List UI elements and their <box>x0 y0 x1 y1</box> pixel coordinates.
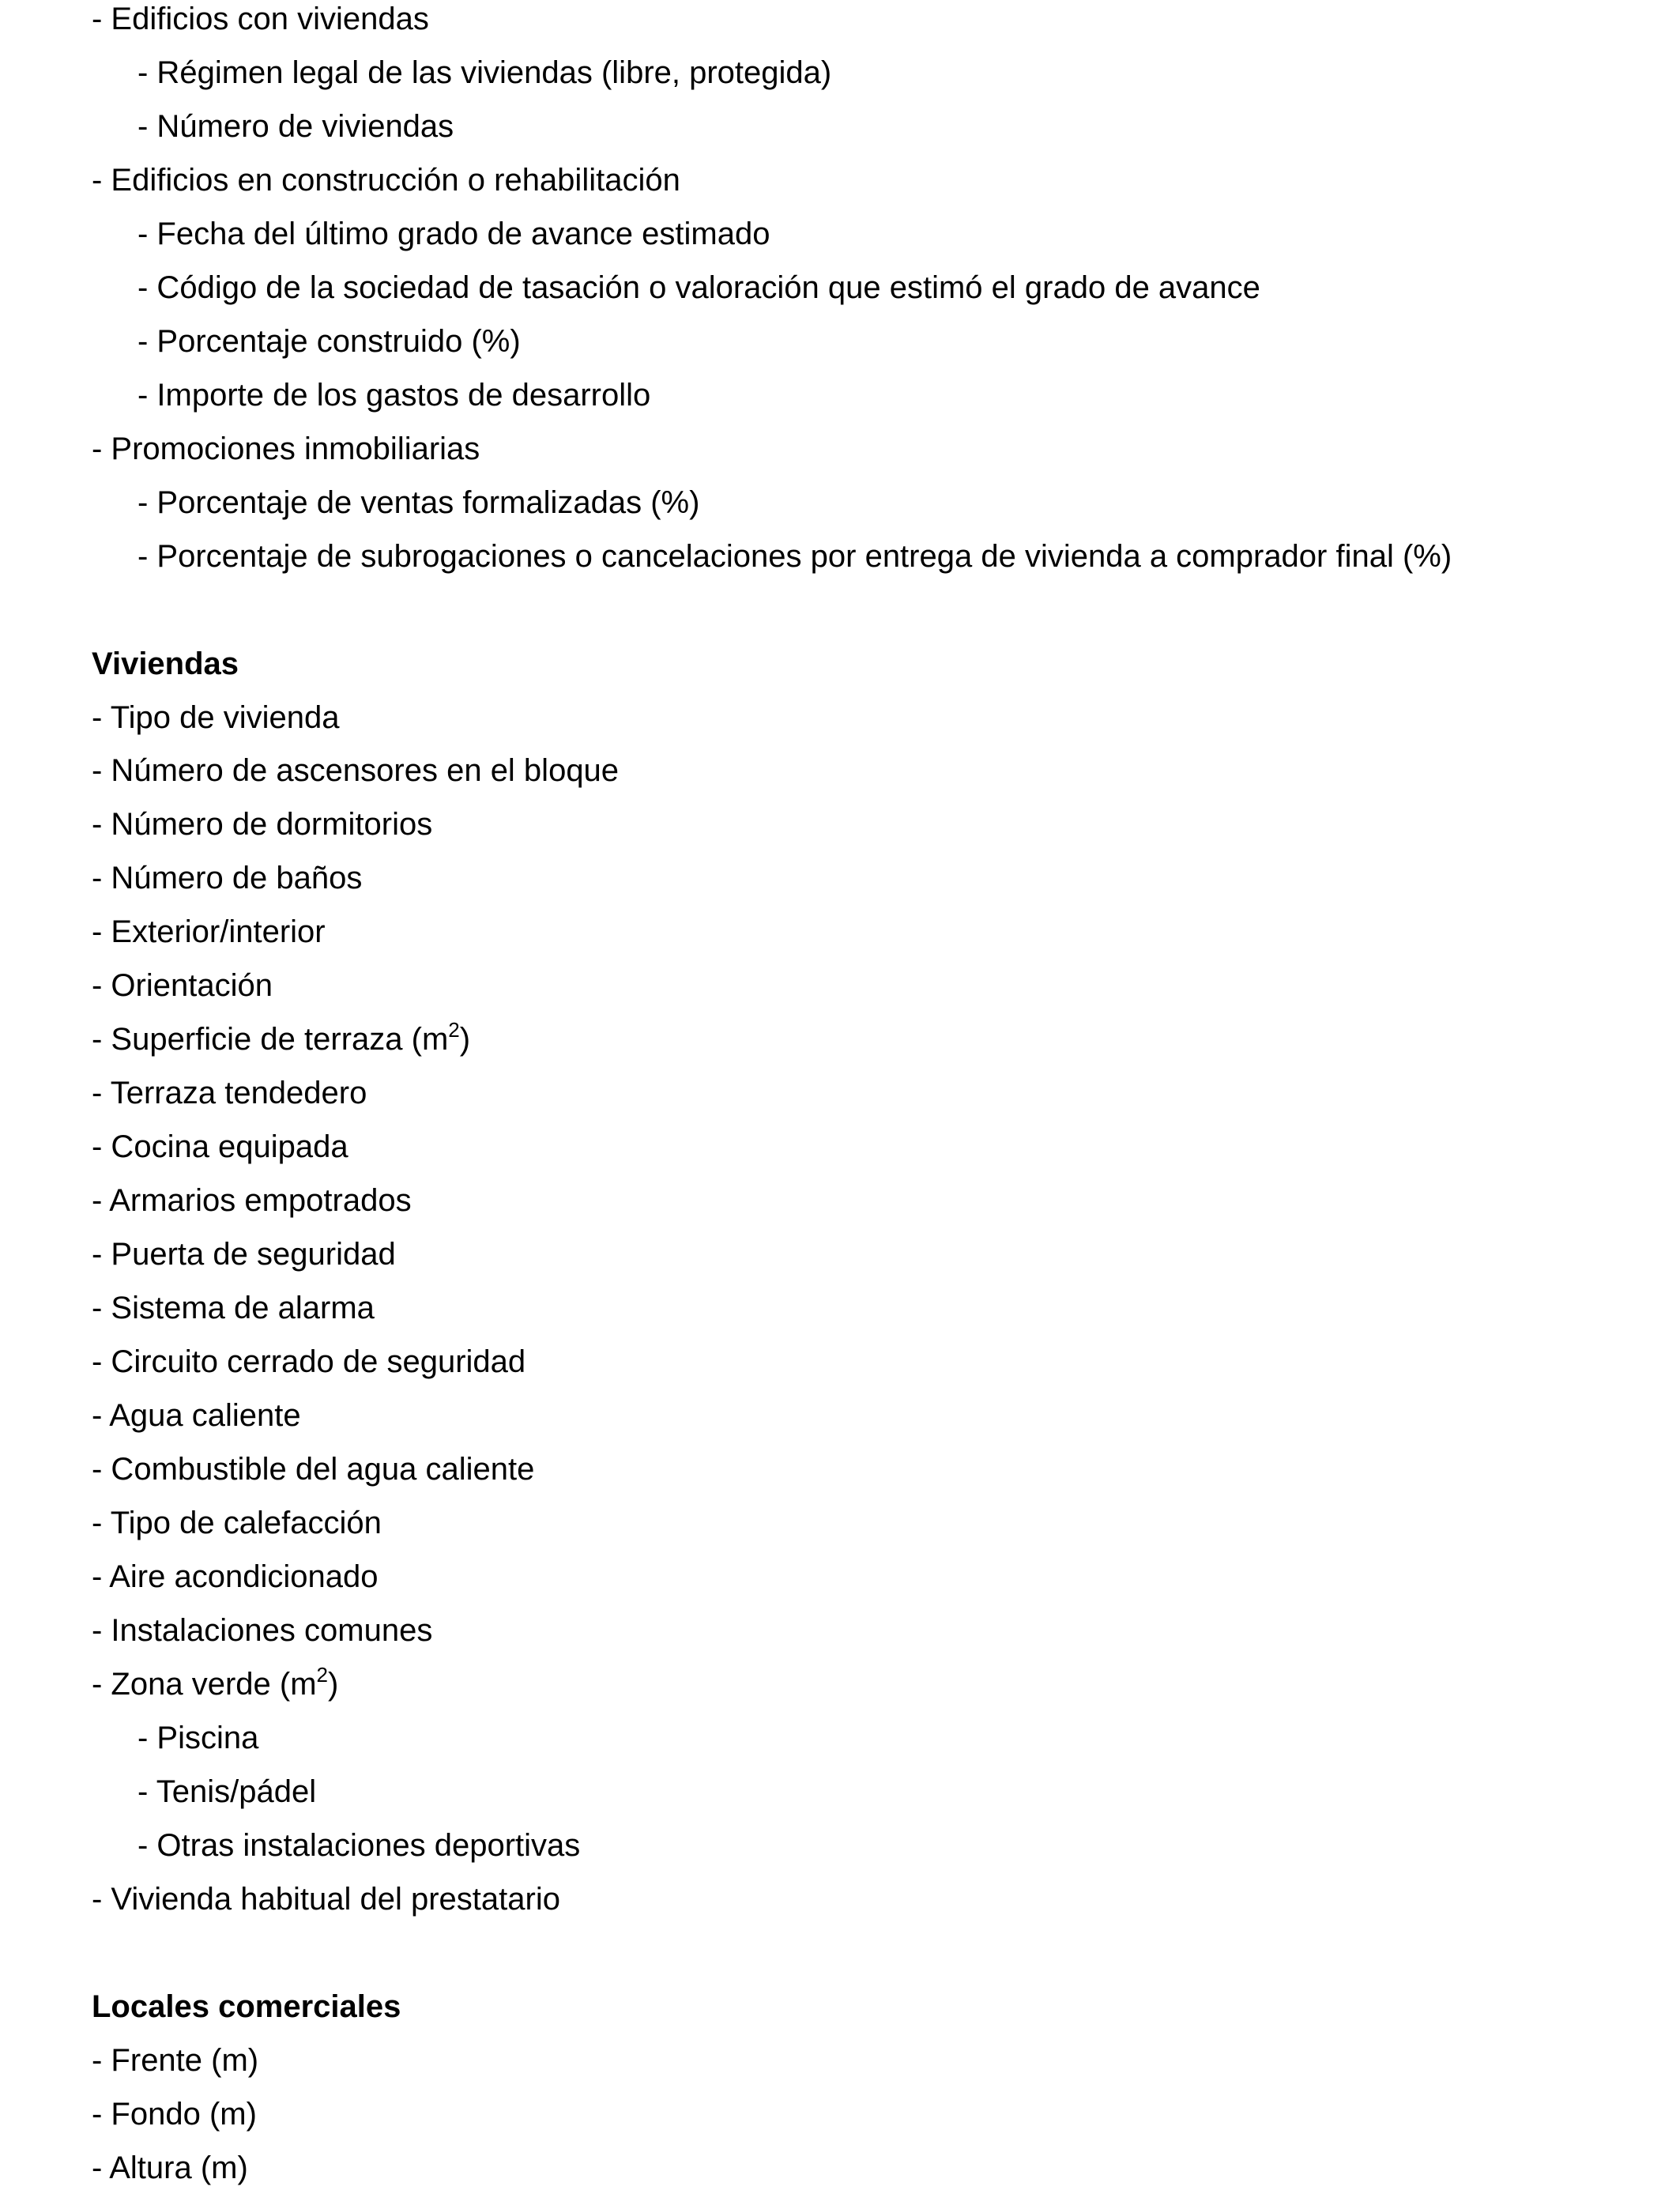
superscript: 2 <box>448 1018 460 1042</box>
zona-verde-close: ) <box>328 1667 339 1702</box>
list-item: - Edificios con viviendas <box>92 2 429 36</box>
list-item: - Instalaciones comunes <box>92 1613 433 1648</box>
list-subitem: - Régimen legal de las viviendas (libre, protegida) <box>137 55 832 90</box>
list-item: - Circuito cerrado de seguridad <box>92 1344 526 1379</box>
list-item: - Fondo (m) <box>92 2097 257 2132</box>
list-item: - Sistema de alarma <box>92 1291 375 1325</box>
list-item: - Vivienda habitual del prestatario <box>92 1882 560 1917</box>
list-subitem: - Número de viviendas <box>137 109 454 144</box>
list-item: - Número de baños <box>92 861 363 895</box>
list-subitem: - Tenis/pádel <box>137 1774 317 1809</box>
list-item-terraza <box>92 1020 470 1058</box>
list-subitem: - Porcentaje construido (%) <box>137 324 521 359</box>
list-item: - Tipo de vivienda <box>92 700 340 735</box>
list-item: - Tipo de calefacción <box>92 1506 382 1540</box>
list-item: - Agua caliente <box>92 1398 301 1433</box>
terraza-close: ) <box>459 1022 471 1057</box>
list-item: - Frente (m) <box>92 2043 259 2078</box>
list-item: - Combustible del agua caliente <box>92 1452 535 1487</box>
list-item: - Número de dormitorios <box>92 807 433 842</box>
superscript: 2 <box>316 1663 328 1687</box>
list-subitem: - Porcentaje de ventas formalizadas (%) <box>137 485 700 520</box>
list-item: - Exterior/interior <box>92 914 326 949</box>
list-item: - Promociones inmobiliarias <box>92 432 480 466</box>
list-item: - Altura (m) <box>92 2151 248 2185</box>
list-subitem: - Código de la sociedad de tasación o valoración que estimó el grado de avance <box>137 270 1260 305</box>
section-heading-viviendas: Viviendas <box>92 647 239 681</box>
list-item: - Puerta de seguridad <box>92 1237 396 1272</box>
list-subitem: - Fecha del último grado de avance estimado <box>137 217 770 251</box>
list-subitem: - Importe de los gastos de desarrollo <box>137 378 651 413</box>
list-subitem: - Piscina <box>137 1721 259 1755</box>
list-item-zona-verde <box>92 1665 338 1703</box>
list-item: - Orientación <box>92 968 273 1003</box>
list-subitem: - Porcentaje de subrogaciones o cancelaciones por entrega de vivienda a comprador final (%) <box>137 539 1452 574</box>
list-item: - Número de ascensores en el bloque <box>92 753 620 788</box>
list-subitem: - Otras instalaciones deportivas <box>137 1828 581 1863</box>
list-item: - Aire acondicionado <box>92 1559 379 1594</box>
terraza-text: - Superficie de terraza (m <box>92 1022 449 1057</box>
list-item: - Cocina equipada <box>92 1129 348 1164</box>
list-item: - Terraza tendedero <box>92 1076 367 1110</box>
list-item: - Edificios en construcción o rehabilitación <box>92 163 680 198</box>
section-heading-locales: Locales comerciales <box>92 1989 401 2024</box>
list-item: - Armarios empotrados <box>92 1183 412 1218</box>
zona-verde-text: - Zona verde (m <box>92 1667 317 1702</box>
